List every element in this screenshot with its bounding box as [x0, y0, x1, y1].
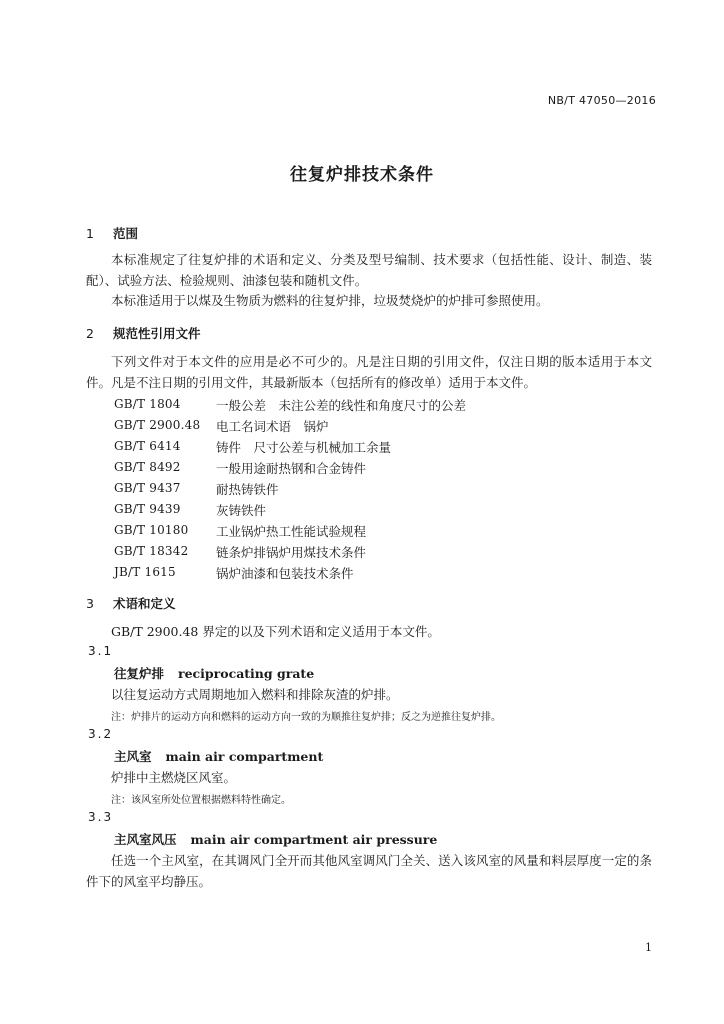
reference-title: 一般用途耐热钢和合金铸件	[216, 461, 367, 476]
term-heading	[114, 747, 323, 765]
section-number: 2	[86, 326, 94, 341]
term-definition: 炉排中主燃烧区风室。	[111, 770, 237, 785]
reference-code: GB/T 6414	[114, 439, 181, 453]
term-english: main air compartment air pressure	[190, 832, 438, 847]
section-2-heading	[86, 324, 201, 342]
reference-code: GB/T 9437	[114, 481, 181, 495]
term-number: 3.2	[88, 727, 114, 741]
term-note: 注：该风室所处位置根据燃料特性确定。	[111, 795, 291, 806]
section-1-paragraph-2: 本标准适用于以煤及生物质为燃料的往复炉排，垃圾焚烧炉的炉排可参照使用。	[111, 293, 549, 308]
term-definition: 以往复运动方式周期地加入燃料和排除灰渣的炉排。	[111, 687, 399, 702]
section-1-heading	[86, 224, 138, 242]
section-title: 术语和定义	[113, 596, 176, 611]
reference-title: 耐热铸铁件	[216, 482, 279, 497]
reference-code: GB/T 2900.48	[114, 418, 201, 432]
reference-code: GB/T 18342	[114, 544, 189, 558]
section-2-intro: 下列文件对于本文件的应用是必不可少的。凡是注日期的引用文件，仅注日期的版本适用于本文件。凡是不注日期的引用文件，其最新版本（包括所有的修改单）适用于本文件。	[86, 354, 652, 390]
term-english: reciprocating grate	[178, 666, 315, 681]
term-number: 3.1	[88, 644, 114, 658]
reference-title: 一般公差 未注公差的线性和角度尺寸的公差	[216, 398, 467, 413]
reference-title: 链条炉排锅炉用煤技术条件	[216, 545, 367, 560]
section-title: 范围	[113, 226, 139, 241]
reference-title: 锅炉油漆和包装技术条件	[216, 566, 354, 581]
term-heading	[114, 830, 437, 848]
section-title: 规范性引用文件	[113, 326, 201, 341]
term-note: 注：炉排片的运动方向和燃料的运动方向一致的为顺推往复炉排；反之为逆推往复炉排。	[111, 712, 501, 723]
section-3-intro: GB/T 2900.48 界定的以及下列术语和定义适用于本文件。	[111, 624, 440, 639]
section-1-paragraph-1: 本标准规定了往复炉排的术语和定义、分类及型号编制、技术要求（包括性能、设计、制造、装配）、试验方法、检验规则、油漆包装和随机文件。	[86, 252, 652, 288]
term-heading	[114, 664, 314, 682]
reference-title: 铸件 尺寸公差与机械加工余量	[216, 440, 392, 455]
term-chinese: 往复炉排	[114, 666, 165, 681]
reference-code: GB/T 9439	[114, 502, 181, 516]
term-chinese: 主风室	[114, 749, 152, 764]
section-3-heading	[86, 594, 176, 612]
reference-title: 灰铸铁件	[216, 503, 267, 518]
reference-code: GB/T 8492	[114, 460, 181, 474]
document-title: 往复炉排技术条件	[290, 165, 434, 185]
section-number: 1	[86, 226, 94, 241]
reference-code: GB/T 10180	[114, 523, 189, 537]
reference-title: 工业锅炉热工性能试验规程	[216, 524, 367, 539]
term-english: main air compartment	[165, 749, 324, 764]
page-number: 1	[645, 941, 652, 954]
section-number: 3	[86, 596, 94, 611]
reference-code: JB/T 1615	[114, 565, 176, 579]
standard-number: NB/T 47050—2016	[547, 94, 656, 107]
reference-code: GB/T 1804	[114, 397, 181, 411]
term-chinese: 主风室风压	[114, 832, 177, 847]
reference-title: 电工名词术语 锅炉	[216, 419, 329, 434]
term-definition: 任选一个主风室，在其调风门全开而其他风室调风门全关、送入该风室的风量和料层厚度一定的条件下的风室平均静压。	[86, 853, 652, 889]
term-number: 3.3	[88, 810, 114, 824]
